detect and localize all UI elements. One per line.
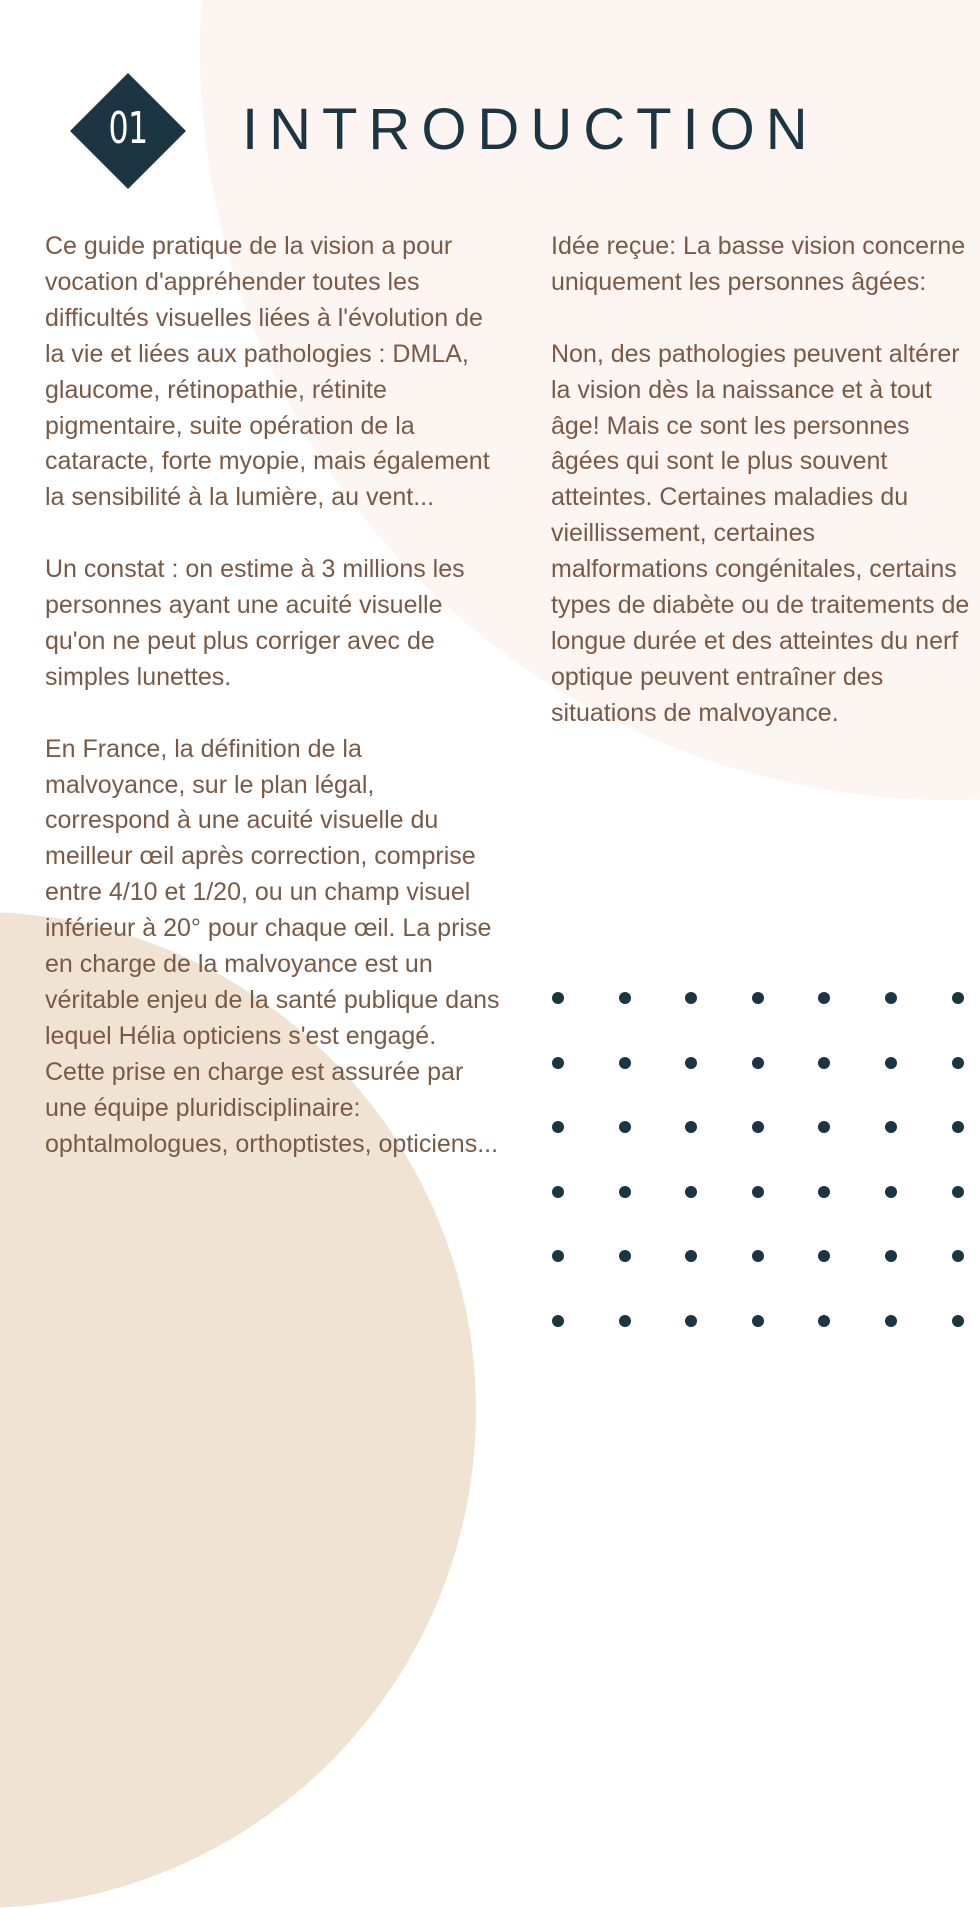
section-number: 01 (108, 103, 148, 154)
grid-dot (685, 1121, 697, 1133)
paragraph-definition: En France, la définition de la malvoyance, sur le plan légal, correspond à une acuité visuelle du meilleur œil après correction, comprise entre 4/10 et 1/20, ou un champ visuel inférieur à 20° pour chaque œil. La prise en charge de la malvoyance est un véritable enjeu de la santé publique dans lequel Hélia opticiens s'est engagé. Cette prise en charge est assurée par une équipe pluridisciplinaire: ophtalmologues, orthoptistes, opticiens... (45, 734, 500, 1158)
section-title: INTRODUCTION (242, 97, 819, 162)
grid-dot (619, 992, 631, 1004)
grid-dot (685, 1250, 697, 1262)
grid-dot (552, 1315, 564, 1327)
grid-dot (619, 1121, 631, 1133)
grid-dot (752, 1315, 764, 1327)
grid-dot (885, 1121, 897, 1133)
grid-dot (952, 1315, 964, 1327)
right-column (551, 229, 971, 768)
grid-dot (885, 1057, 897, 1069)
grid-dot (818, 1315, 830, 1327)
grid-dot (552, 1121, 564, 1133)
grid-dot (552, 1057, 564, 1069)
grid-dot (552, 1250, 564, 1262)
grid-dot (885, 1250, 897, 1262)
grid-dot (952, 1186, 964, 1198)
paragraph-reponse: Non, des pathologies peuvent altérer la vision dès la naissance et à tout âge! Mais ce sont les personnes âgées qui sont le plus souvent atteintes. Certaines maladies du vieillissement, certaines malformations congénitales, certains types de diabète ou de traitements de longue durée et des atteintes du nerf optique peuvent entraîner des situations de malvoyance. (551, 339, 970, 727)
grid-dot (752, 1250, 764, 1262)
grid-dot (619, 1057, 631, 1069)
grid-dot (952, 1057, 964, 1069)
grid-dot (818, 1121, 830, 1133)
left-column (45, 229, 500, 1198)
grid-dot (685, 992, 697, 1004)
grid-dot (952, 1121, 964, 1133)
grid-dot (619, 1250, 631, 1262)
paragraph-idee-recue: Idée reçue: La basse vision concerne uniquement les personnes âgées: (551, 232, 966, 296)
grid-dot (752, 1057, 764, 1069)
grid-dot (552, 992, 564, 1004)
grid-dot (685, 1315, 697, 1327)
grid-dot (818, 992, 830, 1004)
grid-dot (952, 1250, 964, 1262)
grid-dot (752, 992, 764, 1004)
grid-dot (619, 1315, 631, 1327)
grid-dot (818, 1250, 830, 1262)
grid-dot (685, 1057, 697, 1069)
grid-dot (752, 1121, 764, 1133)
grid-dot (818, 1186, 830, 1198)
section-number-badge (70, 73, 186, 189)
grid-dot (752, 1186, 764, 1198)
grid-dot (885, 992, 897, 1004)
grid-dot (818, 1057, 830, 1069)
grid-dot (552, 1186, 564, 1198)
paragraph-intro: Ce guide pratique de la vision a pour vocation d'appréhender toutes les difficultés visuelles liées à l'évolution de la vie et liées aux pathologies : DMLA, glaucome, rétinopathie, rétinite pigmentaire, suite opération de la cataracte, forte myopie, mais également la sensibilité à la lumière, au vent... (45, 232, 490, 512)
grid-dot (685, 1186, 697, 1198)
grid-dot (885, 1186, 897, 1198)
grid-dot (885, 1315, 897, 1327)
grid-dot (952, 992, 964, 1004)
grid-dot (619, 1186, 631, 1198)
paragraph-constat: Un constat : on estime à 3 millions les personnes ayant une acuité visuelle qu'on ne peut plus corriger avec de simples lunettes. (45, 555, 465, 691)
